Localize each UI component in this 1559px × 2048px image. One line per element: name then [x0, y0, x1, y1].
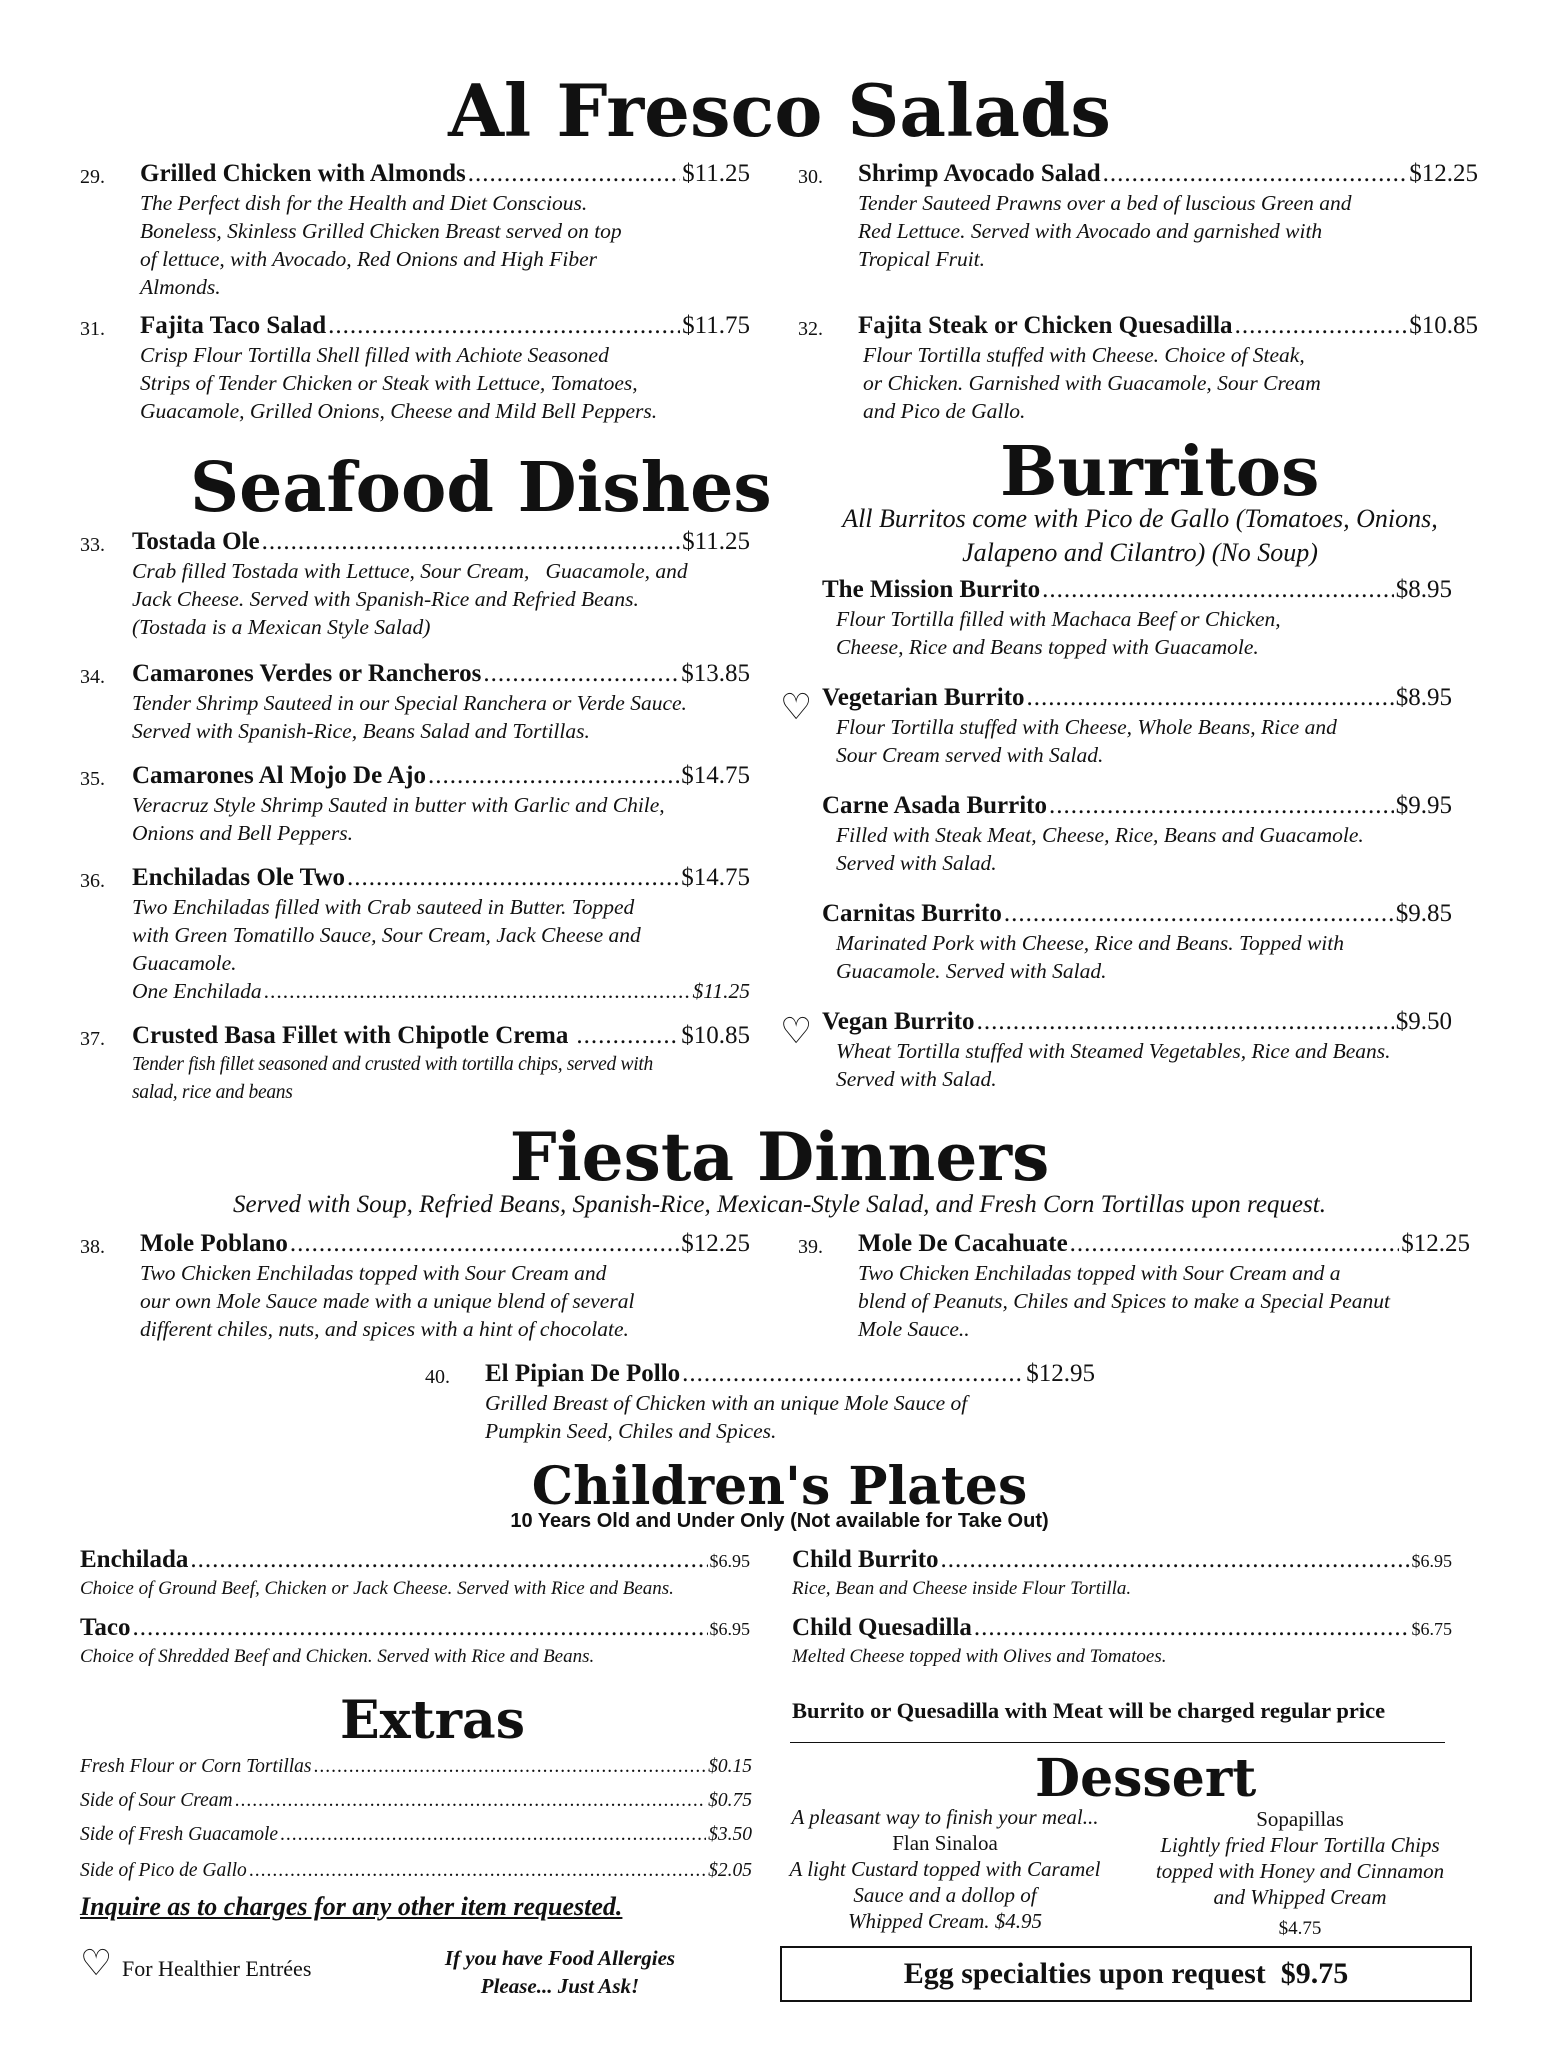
extras-list [80, 1756, 752, 1894]
item-description: Flour Tortilla stuffed with Cheese. Choice of Steak, [863, 343, 1305, 367]
menu-item-35 [80, 762, 750, 847]
item-number: 36. [80, 870, 105, 892]
dessert-description: Lightly fried Flour Tortilla Chips [1160, 1833, 1440, 1857]
menu-item-29 [80, 160, 750, 301]
item-description: Wheat Tortilla stuffed with Steamed Vegetables, Rice and Beans. [836, 1039, 1391, 1063]
extras-title: Extras [340, 1690, 526, 1751]
leader-dots [132, 1614, 707, 1642]
leader-dots [314, 1756, 707, 1778]
item-name: Enchiladas Ole Two [132, 864, 346, 891]
item-description: Tender Sauteed Prawns over a bed of luscious Green and [858, 191, 1352, 215]
item-name: Vegetarian Burrito [822, 684, 1025, 711]
divider [790, 1742, 1445, 1743]
burrito-vegetarian [822, 684, 1452, 769]
item-price: $10.85 [1409, 312, 1478, 339]
menu-item-34 [80, 660, 750, 745]
item-name: Enchilada [80, 1546, 189, 1573]
menu-item-37 [80, 1022, 750, 1107]
heart-outline-icon: ♡ [780, 1011, 813, 1052]
item-description: Served with Salad. [836, 1067, 997, 1091]
subtitle-line: Jalapeno and Cilantro) (No Soup) [962, 538, 1318, 567]
item-description: Tender fish fillet seasoned and crusted with tortilla chips, served with [132, 1054, 653, 1075]
item-description: or Chicken. Garnished with Guacamole, Sour Cream [863, 371, 1321, 395]
dessert-description: Whipped Cream. $4.95 [847, 1909, 1043, 1933]
item-description: Marinated Pork with Cheese, Rice and Beans. Topped with [836, 931, 1344, 955]
leader-dots [249, 1860, 706, 1882]
item-description: Choice of Ground Beef, Chicken or Jack Cheese. Served with Rice and Beans. [80, 1578, 674, 1599]
extra-item [80, 1860, 752, 1894]
allergy-note [420, 1944, 700, 2000]
item-description: Jack Cheese. Served with Spanish-Rice and Refried Beans. [132, 587, 639, 611]
leader-dots [468, 160, 680, 188]
item-name: El Pipian De Pollo [485, 1360, 681, 1387]
item-number: 30. [798, 166, 823, 188]
dessert-description: A light Custard topped with Caramel [789, 1857, 1101, 1881]
leader-dots [1004, 900, 1394, 928]
menu-item-31 [80, 312, 750, 425]
leader-dots [1042, 576, 1394, 604]
item-number: 38. [80, 1236, 105, 1258]
menu-item-38 [80, 1230, 750, 1343]
item-price: $11.75 [682, 312, 750, 339]
dessert-title: Dessert [1035, 1748, 1257, 1809]
item-name: Grilled Chicken with Almonds [140, 160, 466, 187]
item-description: Two Chicken Enchiladas topped with Sour Cream and [140, 1261, 607, 1285]
sub-item-name: One Enchilada [132, 979, 262, 1003]
item-price: $11.25 [682, 160, 750, 187]
menu-item-30 [798, 160, 1478, 273]
leader-dots [290, 1230, 679, 1258]
item-description: Served with Salad. [836, 851, 997, 875]
item-price: $9.95 [1395, 792, 1452, 819]
item-description: Two Chicken Enchiladas topped with Sour Cream and a [858, 1261, 1341, 1285]
item-name: Carne Asada Burrito [822, 792, 1047, 819]
item-price: $6.95 [1411, 1551, 1452, 1571]
kids-enchilada [80, 1546, 750, 1603]
item-description: different chiles, nuts, and spices with a hint of chocolate. [140, 1317, 629, 1341]
extra-name: Side of Sour Cream [80, 1790, 233, 1811]
leader-dots [974, 1614, 1410, 1642]
item-description: and Pico de Gallo. [863, 399, 1026, 423]
children-title: Children's Plates [531, 1456, 1028, 1517]
item-description: Strips of Tender Chicken or Steak with Lettuce, Tomatoes, [140, 371, 638, 395]
item-description: Grilled Breast of Chicken with an unique Mole Sauce of [485, 1391, 968, 1415]
burrito-carne-asada [822, 792, 1452, 877]
item-price: $6.75 [1411, 1619, 1452, 1639]
item-name: Mole Poblano [140, 1230, 288, 1257]
item-description: salad, rice and beans [132, 1082, 293, 1103]
children-note: Burrito or Quesadilla with Meat will be charged regular price [792, 1698, 1386, 1723]
item-description: Crisp Flour Tortilla Shell filled with Achiote Seasoned [140, 343, 609, 367]
item-name: Fajita Taco Salad [140, 312, 327, 339]
subtitle-line: All Burritos come with Pico de Gallo (Tomatoes, Onions, [842, 504, 1438, 533]
item-number: 29. [80, 166, 105, 188]
item-name: Camarones Al Mojo De Ajo [132, 762, 426, 789]
dessert-description: Sauce and a dollop of [853, 1883, 1037, 1907]
item-description: Flour Tortilla stuffed with Cheese, Whole Beans, Rice and [836, 715, 1337, 739]
item-price: $8.95 [1395, 576, 1452, 603]
item-name: Child Quesadilla [792, 1614, 972, 1641]
item-description: Sour Cream served with Salad. [836, 743, 1104, 767]
item-number: 39. [798, 1236, 823, 1258]
item-price: $11.25 [682, 528, 750, 555]
egg-specialties-box: Egg specialties upon request $9.75 [780, 1946, 1472, 2002]
dessert-name: Sopapillas [1256, 1807, 1344, 1831]
item-name: Fajita Steak or Chicken Quesadilla [858, 312, 1233, 339]
dessert-name: Flan Sinaloa [892, 1831, 998, 1855]
heart-outline-icon: ♡ [780, 687, 813, 728]
item-description: The Perfect dish for the Health and Diet Conscious. [140, 191, 588, 215]
extra-item [80, 1756, 752, 1790]
item-description: Filled with Steak Meat, Cheese, Rice, Beans and Guacamole. [836, 823, 1364, 847]
kids-child-burrito [792, 1546, 1452, 1603]
item-price: $9.85 [1395, 900, 1452, 927]
item-description: Served with Spanish-Rice, Beans Salad and Tortillas. [132, 719, 590, 743]
item-name: Taco [80, 1614, 131, 1641]
item-price: $12.25 [681, 1230, 750, 1257]
burrito-mission [822, 576, 1452, 661]
item-price: $12.25 [1409, 160, 1478, 187]
item-number: 35. [80, 768, 105, 790]
item-description: Flour Tortilla filled with Machaca Beef or Chicken, [836, 607, 1281, 631]
menu-item-32 [798, 312, 1478, 425]
item-description: Melted Cheese topped with Olives and Tomatoes. [792, 1646, 1167, 1667]
menu-item-39 [798, 1230, 1470, 1343]
item-description: blend of Peanuts, Chiles and Spices to make a Special Peanut [858, 1289, 1391, 1313]
leader-dots [1070, 1230, 1400, 1258]
item-price: $13.85 [681, 660, 750, 687]
item-description: Choice of Shredded Beef and Chicken. Served with Rice and Beans. [80, 1646, 595, 1667]
leader-dots [328, 312, 680, 340]
item-price: $8.95 [1395, 684, 1452, 711]
item-number: 37. [80, 1028, 105, 1050]
burrito-carnitas [822, 900, 1452, 985]
dessert-price: $4.75 [1278, 1918, 1322, 1939]
salads-title: Al Fresco Salads [448, 68, 1111, 153]
fiesta-title: Fiesta Dinners [509, 1118, 1050, 1196]
item-name: Child Burrito [792, 1546, 939, 1573]
leader-dots [1027, 684, 1394, 712]
leader-dots [1049, 792, 1394, 820]
item-description: Two Enchiladas filled with Crab sauteed in Butter. Topped [132, 895, 635, 919]
leader-dots [977, 1008, 1394, 1036]
item-price: $12.25 [1401, 1230, 1470, 1257]
item-price: $14.75 [681, 864, 750, 891]
leader-dots [264, 977, 691, 1005]
item-price: $6.95 [709, 1619, 750, 1639]
item-description: Rice, Bean and Cheese inside Flour Tortilla. [792, 1578, 1132, 1599]
extra-item [80, 1824, 752, 1860]
extra-price: $3.50 [708, 1824, 752, 1845]
item-name: The Mission Burrito [822, 576, 1041, 603]
leader-dots [428, 762, 679, 790]
item-name: Tostada Ole [132, 528, 260, 555]
leader-dots [941, 1546, 1410, 1574]
item-description: Tropical Fruit. [858, 247, 986, 271]
leader-dots [347, 864, 679, 892]
dessert-description: topped with Honey and Cinnamon [1155, 1859, 1445, 1883]
item-name: Shrimp Avocado Salad [858, 160, 1101, 187]
extra-name: Fresh Flour or Corn Tortillas [80, 1756, 312, 1777]
item-description: with Green Tomatillo Sauce, Sour Cream, Jack Cheese and [132, 923, 641, 947]
item-price: $6.95 [709, 1551, 750, 1571]
sub-item-price: $11.25 [692, 979, 750, 1003]
item-description: Onions and Bell Peppers. [132, 821, 353, 845]
item-number: 40. [425, 1366, 450, 1388]
children-subtitle: 10 Years Old and Under Only (Not available for Take Out) [510, 1510, 1049, 1532]
item-description: Guacamole. Served with Salad. [836, 959, 1107, 983]
fiesta-subtitle: Served with Soup, Refried Beans, Spanish-Rice, Mexican-Style Salad, and Fresh Corn Tortillas upon request. [233, 1191, 1326, 1218]
extra-price: $2.05 [708, 1860, 752, 1881]
leader-dots [262, 528, 681, 556]
item-name: Vegan Burrito [822, 1008, 975, 1035]
kids-taco [80, 1614, 750, 1671]
item-number: 33. [80, 534, 105, 556]
leader-dots [235, 1790, 707, 1812]
menu-item-33 [80, 528, 750, 641]
dessert-flan [770, 1804, 1120, 1934]
item-description: Guacamole. [132, 951, 237, 975]
heart-outline-icon: ♡ [80, 1943, 113, 1984]
kids-child-quesadilla [792, 1614, 1452, 1671]
item-description: Veracruz Style Shrimp Sauted in butter with Garlic and Chile, [132, 793, 665, 817]
leader-dots [280, 1824, 706, 1846]
item-description: Boneless, Skinless Grilled Chicken Breast served on top [140, 219, 622, 243]
item-name: Carnitas Burrito [822, 900, 1002, 927]
item-description: Guacamole, Grilled Onions, Cheese and Mild Bell Peppers. [140, 399, 658, 423]
item-description: (Tostada is a Mexican Style Salad) [132, 615, 431, 639]
leader-dots [1235, 312, 1408, 340]
item-description: Red Lettuce. Served with Avocado and garnished with [858, 219, 1323, 243]
item-number: 32. [798, 318, 823, 340]
leader-dots [1103, 160, 1408, 188]
extra-price: $0.75 [708, 1790, 752, 1811]
allergy-line: Please... Just Ask! [480, 1974, 640, 1998]
item-description: Tender Shrimp Sauteed in our Special Ranchera or Verde Sauce. [132, 691, 687, 715]
item-name: Camarones Verdes or Rancheros [132, 660, 482, 687]
healthier-legend: For Healthier Entrées [122, 1956, 312, 1981]
leader-dots [682, 1360, 1024, 1388]
item-description: Pumpkin Seed, Chiles and Spices. [485, 1419, 777, 1443]
item-number: 31. [80, 318, 105, 340]
item-name: Crusted Basa Fillet with Chipotle Crema [132, 1022, 569, 1049]
dessert-intro: A pleasant way to finish your meal... [791, 1805, 1099, 1829]
extra-item [80, 1790, 752, 1824]
extra-name: Side of Pico de Gallo [80, 1860, 247, 1881]
leader-dots [576, 1022, 679, 1050]
item-number: 34. [80, 666, 105, 688]
allergy-line: If you have Food Allergies [444, 1946, 676, 1970]
menu-item-40 [425, 1360, 1095, 1445]
burrito-vegan [822, 1008, 1452, 1093]
extra-price: $0.15 [708, 1756, 752, 1777]
menu-item-36 [80, 864, 750, 1005]
leader-dots [190, 1546, 707, 1574]
extras-note: Inquire as to charges for any other item requested. [80, 1892, 623, 1921]
dessert-sopapillas [1135, 1806, 1465, 1942]
extra-name: Side of Fresh Guacamole [80, 1824, 279, 1845]
burritos-title: Burritos [1000, 432, 1320, 512]
item-name: Mole De Cacahuate [858, 1230, 1068, 1257]
item-description: Crab filled Tostada with Lettuce, Sour Cream, Guacamole, and [132, 559, 688, 583]
item-description: of lettuce, with Avocado, Red Onions and High Fiber [140, 247, 598, 271]
leader-dots [483, 660, 679, 688]
item-description: Cheese, Rice and Beans topped with Guacamole. [836, 635, 1259, 659]
item-description: Almonds. [140, 275, 221, 299]
dessert-description: and Whipped Cream [1213, 1885, 1387, 1909]
item-price: $12.95 [1026, 1360, 1095, 1387]
burritos-subtitle [790, 502, 1490, 570]
item-price: $10.85 [681, 1022, 750, 1049]
item-price: $9.50 [1395, 1008, 1452, 1035]
seafood-title: Seafood Dishes [190, 448, 772, 528]
item-description: our own Mole Sauce made with a unique blend of several [140, 1289, 635, 1313]
item-price: $14.75 [681, 762, 750, 789]
item-description: Mole Sauce.. [858, 1317, 970, 1341]
